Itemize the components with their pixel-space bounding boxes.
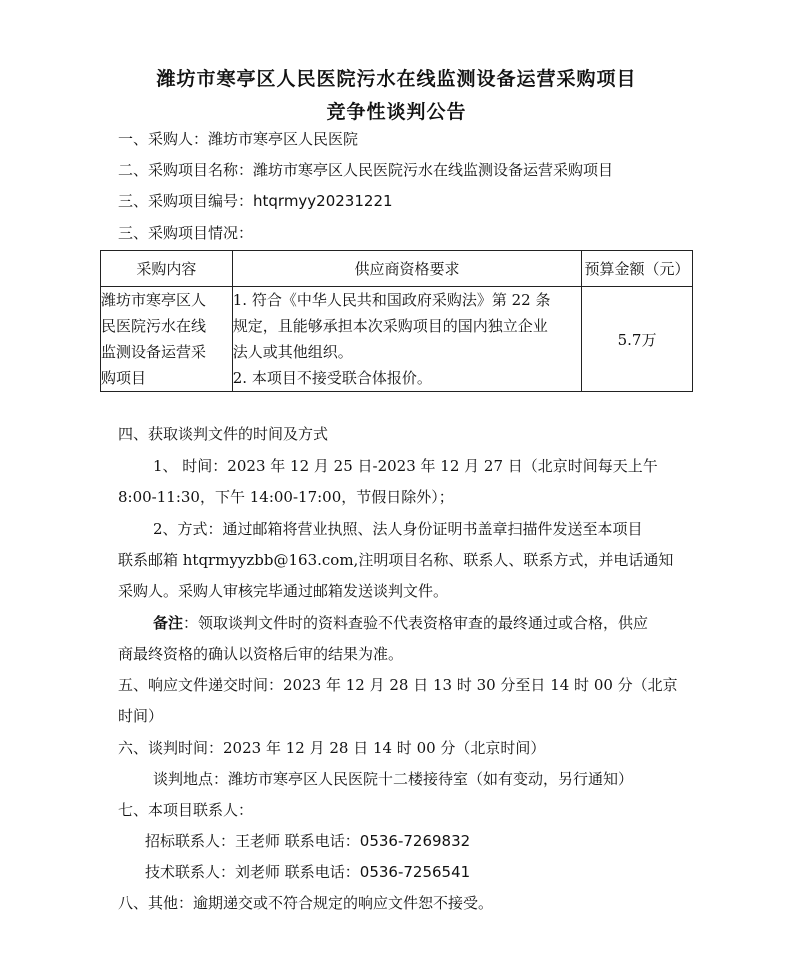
note-text: ：领取谈判文件时的资料查验不代表资格审查的最终通过或合格，供应 — [183, 614, 649, 632]
content-line: 潍坊市寒亭区人 — [101, 291, 207, 309]
purchaser-line: 一、采购人：潍坊市寒亭区人民医院 — [118, 130, 359, 148]
project-name-line: 二、采购项目名称：潍坊市寒亭区人民医院污水在线监测设备运营采购项目 — [118, 161, 614, 179]
note-label: 备注 — [153, 614, 184, 632]
negotiation-location: 谈判地点：潍坊市寒亭区人民医院十二楼接待室（如有变动，另行通知） — [153, 770, 634, 788]
section4-item1-line2: 8:00-11:30，下午 14:00-17:00，节假日除外）； — [118, 488, 454, 506]
header-content: 采购内容 — [101, 251, 233, 287]
section5-line1: 五、响应文件递交时间：2023 年 12 月 28 日 13 时 30 分至日 14 时 00 分（北京 — [118, 676, 678, 694]
table-row — [101, 287, 693, 392]
document-subtitle: 竞争性谈判公告 — [326, 101, 467, 123]
section4-item2-line1: 2、方式：通过邮箱将营业执照、法人身份证明书盖章扫描件发送至本项目 — [153, 520, 643, 538]
section6-line1: 六、谈判时间：2023 年 12 月 28 日 14 时 00 分（北京时间） — [118, 739, 546, 757]
requirement-line: 1. 符合《中华人民共和国政府采购法》第 22 条 — [232, 291, 551, 309]
section4-item2-line2: 联系邮箱 htqrmyyzbb@163.com,注明项目名称、联系人、联系方式，并电话通知 — [118, 551, 674, 569]
section4-item1-line1: 1、 时间：2023 年 12 月 25 日-2023 年 12 月 27 日（北京时间每天上午 — [153, 457, 658, 475]
content-line: 监测设备运营采 — [101, 343, 207, 361]
header-requirements: 供应商资格要求 — [232, 251, 581, 287]
requirement-line: 2. 本项目不接受联合体报价。 — [232, 369, 432, 387]
section8-line: 八、其他：逾期递交或不符合规定的响应文件恕不接受。 — [118, 894, 494, 912]
note-line2: 商最终资格的确认以资格后审的结果为准。 — [118, 645, 404, 663]
project-number-line: 三、采购项目编号：htqrmyy20231221 — [118, 192, 393, 210]
requirement-line: 规定，且能够承担本次采购项目的国内独立企业 — [232, 317, 548, 335]
document-title: 潍坊市寒亭区人民医院污水在线监测设备运营采购项目 — [156, 68, 637, 90]
cell-procurement-content — [101, 287, 233, 392]
content-line: 购项目 — [101, 369, 147, 387]
header-budget: 预算金额（元） — [582, 251, 693, 287]
procurement-table — [100, 250, 693, 392]
contact-technical: 技术联系人：刘老师 联系电话：0536-7256541 — [145, 863, 471, 881]
section4-item2-line3: 采购人。采购人审核完毕通过邮箱发送谈判文件。 — [118, 582, 449, 600]
cell-supplier-requirements — [232, 287, 581, 392]
section5-line2: 时间） — [118, 707, 164, 725]
section4-heading: 四、获取谈判文件的时间及方式 — [118, 425, 329, 443]
requirement-line: 法人或其他组织。 — [232, 343, 353, 361]
cell-budget: 5.7万 — [582, 287, 693, 392]
content-line: 民医院污水在线 — [101, 317, 207, 335]
table-header-row — [101, 251, 693, 287]
project-situation-heading: 三、采购项目情况： — [118, 224, 254, 242]
note-line1 — [153, 613, 648, 633]
section7-heading: 七、本项目联系人： — [118, 801, 254, 819]
contact-bidding: 招标联系人：王老师 联系电话：0536-7269832 — [145, 832, 471, 850]
